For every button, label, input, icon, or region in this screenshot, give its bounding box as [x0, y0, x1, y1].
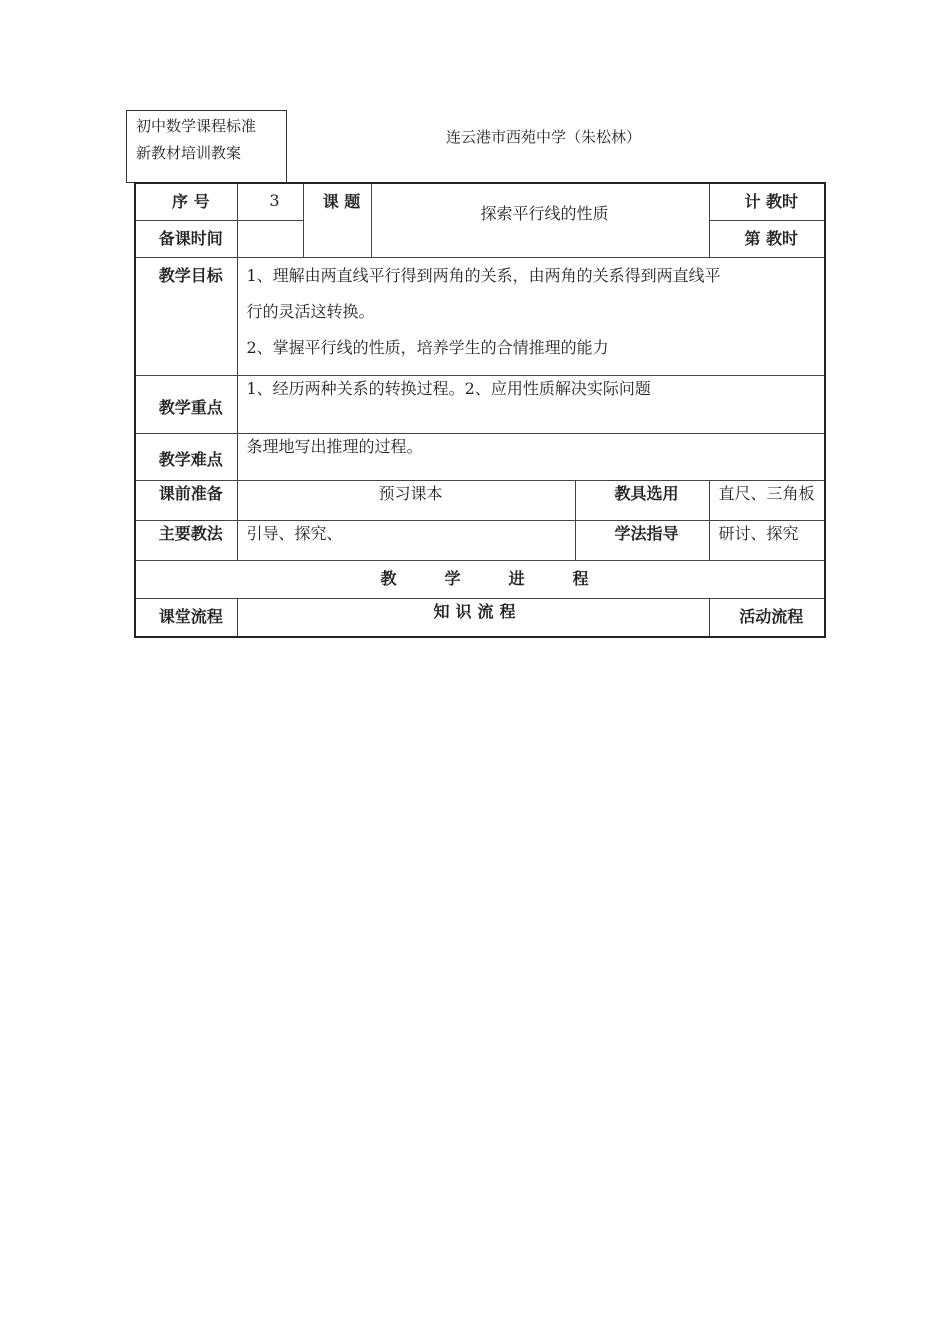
course-title-line-2: 新教材培训教案 [136, 144, 242, 162]
knowledge-char-1: 知 [433, 602, 450, 621]
row-goals [135, 258, 825, 376]
study-label: 学法指导 [575, 521, 709, 561]
method-value: 引导、探究、 [237, 521, 575, 561]
goals-content [237, 258, 825, 376]
course-title-line-1: 初中数学课程标准 [136, 117, 257, 135]
row-serial [135, 183, 825, 221]
goals-label: 教学目标 [135, 258, 237, 376]
total-hours-label: 计 教时 [709, 183, 825, 221]
school-name: 连云港市西苑中学（朱松林） [446, 128, 642, 146]
row-flow-headers [135, 599, 825, 637]
teaching-progress-title [135, 561, 825, 599]
knowledge-flow-label [237, 599, 709, 637]
key-points-label: 教学重点 [135, 376, 237, 434]
preparation-value: 预习课本 [237, 481, 575, 521]
progress-char-1: 教 [380, 569, 397, 588]
serial-label: 序 号 [135, 183, 237, 221]
key-points-value: 1、经历两种关系的转换过程。2、应用性质解决实际问题 [237, 376, 825, 434]
course-title-box [126, 110, 287, 183]
progress-char-3: 进 [508, 569, 525, 588]
goal-line-1: 1、理解由两直线平行得到两角的关系，由两角的关系得到两直线平 [246, 266, 721, 285]
row-key-points [135, 376, 825, 434]
difficulty-label: 教学难点 [135, 434, 237, 481]
progress-char-4: 程 [572, 569, 589, 588]
difficulty-value: 条理地写出推理的过程。 [237, 434, 825, 481]
row-progress [135, 561, 825, 599]
topic-value: 探索平行线的性质 [371, 183, 709, 258]
study-value: 研讨、探究 [709, 521, 825, 561]
lesson-plan-table [134, 182, 826, 638]
preparation-label: 课前准备 [135, 481, 237, 521]
lesson-number-label: 第 教时 [709, 221, 825, 258]
knowledge-char-4: 程 [499, 602, 516, 621]
serial-value: 3 [237, 183, 303, 221]
row-preparation [135, 481, 825, 521]
topic-label: 课 题 [303, 183, 371, 258]
row-method [135, 521, 825, 561]
tools-value: 直尺、三角板 [709, 481, 825, 521]
prep-time-label: 备课时间 [135, 221, 237, 258]
goal-line-3: 2、掌握平行线的性质，培养学生的合情推理的能力 [246, 338, 609, 357]
row-difficulty [135, 434, 825, 481]
progress-char-2: 学 [444, 569, 461, 588]
goal-line-2: 行的灵活这转换。 [246, 302, 375, 321]
knowledge-char-2: 识 [455, 602, 472, 621]
prep-time-value [237, 221, 303, 258]
class-flow-label: 课堂流程 [135, 599, 237, 637]
knowledge-char-3: 流 [477, 602, 494, 621]
method-label: 主要教法 [135, 521, 237, 561]
activity-flow-label: 活动流程 [709, 599, 825, 637]
tools-label: 教具选用 [575, 481, 709, 521]
